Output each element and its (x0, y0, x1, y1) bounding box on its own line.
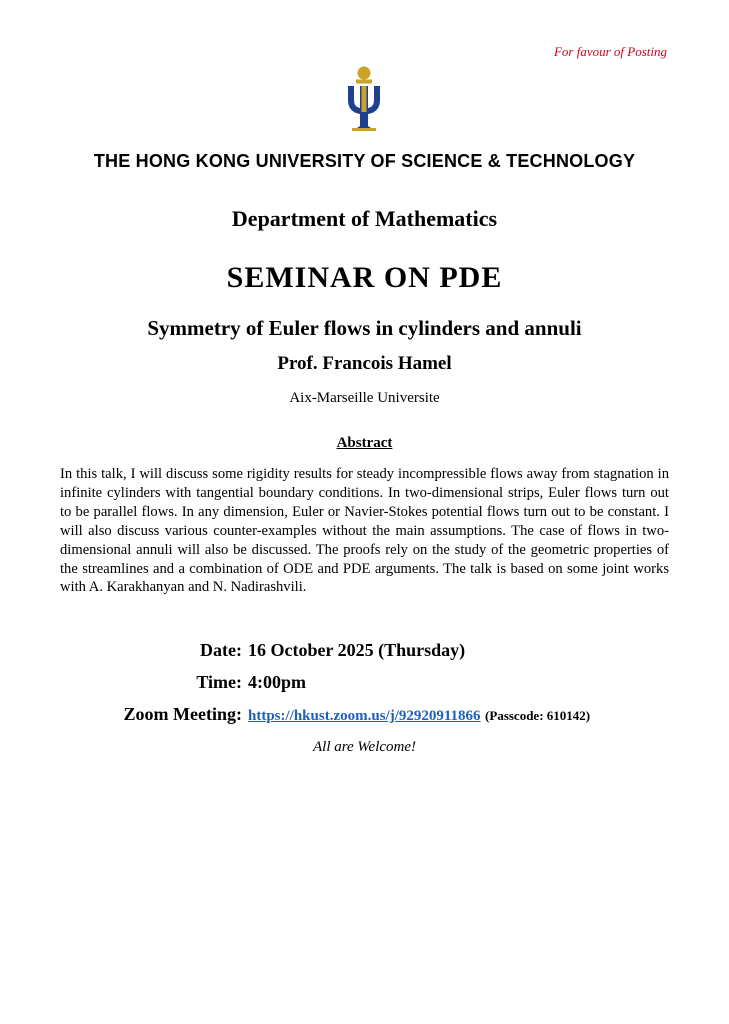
zoom-meeting-link[interactable]: https://hkust.zoom.us/j/92920911866 (248, 708, 481, 724)
zoom-passcode: (Passcode: 610142) (485, 708, 591, 723)
date-value: 16 October 2025 (Thursday) (248, 640, 466, 660)
university-name: THE HONG KONG UNIVERSITY OF SCIENCE & TECHNOLOGY (93, 151, 636, 171)
hkust-logo-icon (342, 66, 386, 132)
abstract-body: In this talk, I will discuss some rigidity results for steady incompressible flows away from stagnation in infinite cylinders with tangential boundary conditions. In two-dimensional strips, Euler flows turn out to be parallel flows. In any dimension, Euler or Navier-Stokes potential flows turn out to be constant. I will also discuss various counter-examples without the main assumptions. The case of flows in two-dimensional annuli will also be discussed. The proofs rely on the study of the geometric properties of the streamlines and a combination of ODE and PDE arguments. The talk is based on some joint works with A. Karakhanyan and N. Nadirashvili. (60, 466, 669, 596)
seminar-title: SEMINAR ON PDE (226, 261, 503, 294)
posting-note: For favour of Posting (553, 44, 667, 59)
department-title: Department of Mathematics (231, 206, 498, 231)
zoom-value (248, 704, 590, 725)
date-row (0, 640, 729, 664)
zoom-row (0, 704, 729, 728)
time-row (0, 672, 729, 696)
welcome-note: All are Welcome! (312, 739, 417, 755)
talk-title: Symmetry of Euler flows in cylinders and annuli (147, 316, 582, 340)
date-label: Date: (200, 640, 242, 660)
speaker-affiliation: Aix-Marseille Universite (289, 390, 440, 406)
time-label: Time: (196, 672, 242, 692)
time-value: 4:00pm (248, 672, 306, 692)
zoom-label: Zoom Meeting: (123, 704, 242, 724)
speaker-name: Prof. Francois Hamel (277, 353, 452, 374)
abstract-heading: Abstract (336, 435, 393, 451)
